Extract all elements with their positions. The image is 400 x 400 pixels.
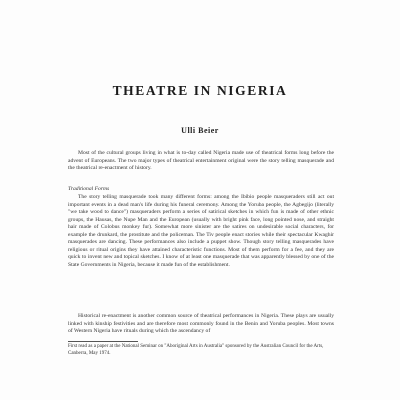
section-heading: Traditional Forms <box>68 186 110 192</box>
historical-text: Historical re-enactment is another common source of theatrical performances in Nigeria. These plays are usually linked with kinship festivities and are therefore most commonly found in the Benin and Yoruba peoples. Most towns of Western Nigeria have rituals during which the ascendancy of <box>68 313 334 334</box>
footnote-rule <box>68 341 138 342</box>
historical-paragraph <box>68 313 334 336</box>
traditional-forms-paragraph <box>68 194 334 269</box>
footnote: First read as a paper at the National Seminar on "Aboriginal Arts in Australia" sponsored by the Australian Council for the Arts, Canberra, May 1974. <box>68 344 324 356</box>
intro-paragraph <box>68 150 334 173</box>
article-title: THEATRE IN NIGERIA <box>112 83 288 98</box>
intro-text: Most of the cultural groups living in what is to-day called Nigeria made use of theatrical forms long before the advent of Europeans. The two major types of theatrical entertainment original were the story telling masquerade and the theatrical re-enactment of history. <box>68 150 334 171</box>
author-name: Ulli Beier <box>181 126 219 135</box>
traditional-forms-text: The story telling masquerade took many different forms: among the Ibibio people masqueraders still act out important events in a dead man's life during his funeral ceremony. Among the Yoruba people, the Agbegijo (literally "we take wood to dance") masqueraders perform a series of satirical sketches in which fun is made of other ethnic groups, the Hausas, the Nupe Man and the European (usually with bright pink face, long pointed nose, and straight hair made of Colobus monkey fur). Somewhat more sinister are the satires on undesirable social characters, for example the drunkard, the prostitute and the policeman. The Tiv people enact stories while their spectacular Kwaghir masquerades are dancing. These performances also include a puppet show. Though story telling masquerades have religious or ritual origins they have attained characteristic functions. Most of them perform for a fee, and they are quick to invent new and topical sketches. I know of at least one masquerade that was apparently blessed by one of the State Governments in Nigeria, because it made fun of the establishment. <box>68 194 334 268</box>
